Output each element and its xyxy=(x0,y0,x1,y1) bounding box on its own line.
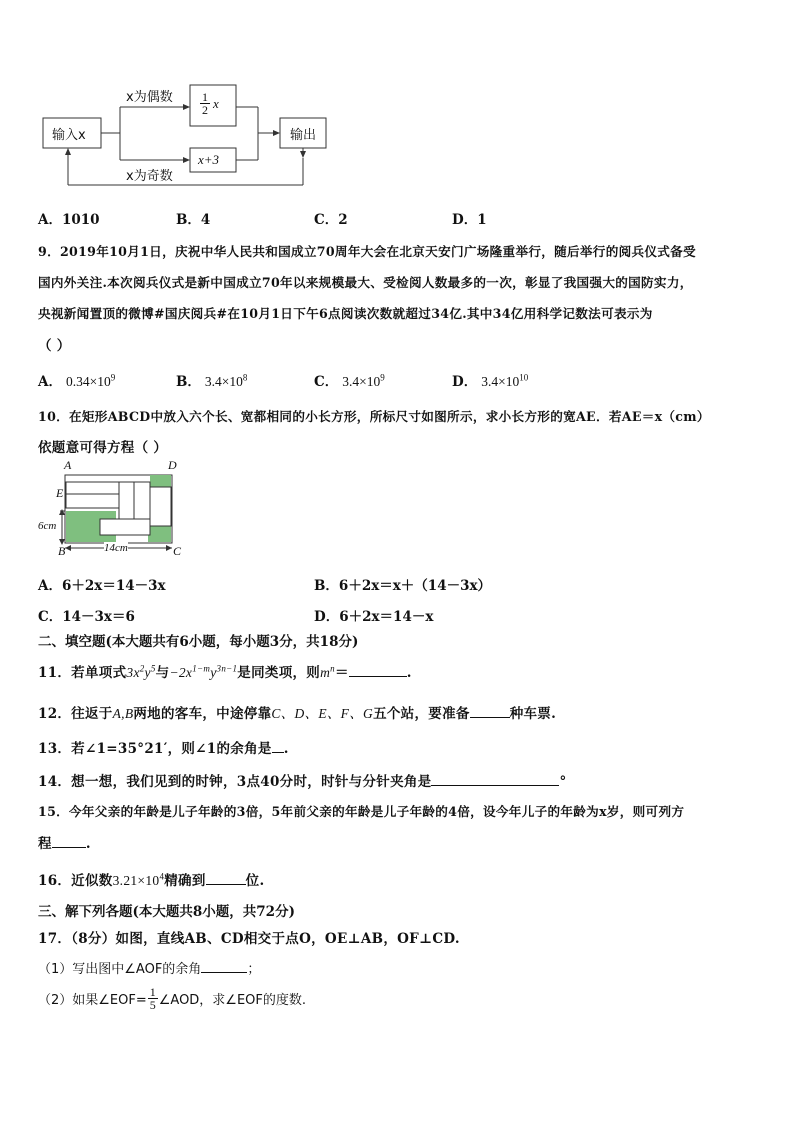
q9-option-c[interactable]: C． $3.4\times 10^9$ xyxy=(314,372,385,390)
q10-line2: 依题意可得方程（ ） xyxy=(38,440,168,456)
q15-line2: 程 . xyxy=(38,832,91,852)
section-2-heading: 二、填空题(本大题共有6小题，每小题3分，共18分) xyxy=(38,634,359,650)
q17-fraction: $\frac{1}{5}$ xyxy=(149,985,156,1012)
q10-option-b[interactable]: B．6＋2x＝x＋（14－3x） xyxy=(314,578,492,594)
flow-half-fraction xyxy=(200,91,210,116)
q9-paren: （ ） xyxy=(38,338,71,354)
flow-plus3: x+3 xyxy=(198,152,220,167)
q9-option-d[interactable]: D． $3.4\times 10^{10}$ xyxy=(452,372,529,390)
section-3-heading: 三、解下列各题(本大题共8小题，共72分) xyxy=(38,904,295,920)
q13-answer-blank[interactable] xyxy=(272,738,284,753)
question-11: 11．若单项式$3x^2y^5$与$-2x^{1-m}y^{3n-1}$是同类项，则$m^n=$ . xyxy=(38,663,412,681)
flowchart xyxy=(38,80,338,190)
q9-line3: 央视新闻置顶的微博#国庆阅兵#在10月1日下午6点阅读次数就超过34亿.其中34亿用科学记数法可表示为 xyxy=(38,306,653,321)
fig-label-c: C xyxy=(173,544,182,558)
flow-half-num: 1 xyxy=(202,90,208,104)
fig-label-height: 6cm xyxy=(38,520,57,532)
flow-half-den: 2 xyxy=(202,103,208,117)
question-12: 12．往返于A,B两地的客车，中途停靠C、D、E、F、G五个站，要准备 种车票. xyxy=(38,702,556,722)
flow-even-label: x为偶数 xyxy=(126,90,173,105)
q17-sub2: （2）如果∠EOF= $\frac{1}{5}$ ∠AOD，求∠EOF的度数. xyxy=(38,985,307,1012)
q9-line2: 国内外关注.本次阅兵仪式是新中国成立70年以来规模最大、受检阅人数最多的一次，彰显了我国强大的国防实力， xyxy=(38,275,693,290)
q15-answer-blank[interactable] xyxy=(52,833,86,848)
question-14: 14．想一想，我们见到的时钟，3点40分时，时针与分针夹角是 ° xyxy=(38,770,567,790)
flow-output-label: 输出 xyxy=(290,128,317,143)
q8-option-d[interactable]: D．1 xyxy=(452,212,487,228)
q9-option-b[interactable]: B． $3.4\times 10^8$ xyxy=(176,372,248,390)
q10-line1: 10．在矩形ABCD中放入六个长、宽都相同的小长方形，所标尺寸如图所示，求小长方形的宽AE．若AE＝x（cm） xyxy=(38,409,710,424)
q9-line1: 9．2019年10月1日，庆祝中华人民共和国成立70周年大会在北京天安门广场隆重举行，随后举行的阅兵仪式备受 xyxy=(38,244,696,259)
q17-sub1-blank[interactable] xyxy=(201,958,247,973)
q17-sub1: （1）写出图中∠AOF的余角 ； xyxy=(38,958,260,977)
q10-option-d[interactable]: D．6＋2x＝14－x xyxy=(314,609,434,625)
q14-answer-blank[interactable] xyxy=(431,771,559,786)
fig-label-d: D xyxy=(168,458,177,472)
q16-answer-blank[interactable] xyxy=(206,870,246,885)
question-16: 16．近似数$3.21\times 10^4$精确到 位. xyxy=(38,871,265,889)
q10-option-c[interactable]: C．14－3x＝6 xyxy=(38,609,135,625)
flow-half-expr xyxy=(200,91,219,116)
q9-option-a[interactable]: A． $0.34\times 10^9$ xyxy=(38,372,116,390)
q12-answer-blank[interactable] xyxy=(470,703,510,718)
q17-line1: 17．（8分）如图，直线AB、CD相交于点O，OE⊥AB，OF⊥CD. xyxy=(38,931,460,947)
q11-answer-blank[interactable] xyxy=(349,662,407,677)
flow-input-label: 输入x xyxy=(52,128,86,143)
fig-label-b: B xyxy=(58,544,66,558)
flow-odd-label: x为奇数 xyxy=(126,169,173,184)
fig-label-e: E xyxy=(56,486,64,500)
q8-option-a[interactable]: A．1010 xyxy=(38,212,100,228)
q8-option-b[interactable]: B．4 xyxy=(176,212,211,228)
flow-half-var: x xyxy=(213,95,219,111)
fig-label-width: 14cm xyxy=(104,542,128,554)
q8-option-c[interactable]: C．2 xyxy=(314,212,348,228)
q10-figure xyxy=(38,458,198,560)
q10-option-a[interactable]: A．6＋2x＝14－3x xyxy=(38,578,166,594)
question-13: 13．若∠1=35°21′，则∠1的余角是 . xyxy=(38,737,289,757)
q15-line1: 15．今年父亲的年龄是儿子年龄的3倍，5年前父亲的年龄是儿子年龄的4倍，设今年儿子的年龄为x岁，则可列方 xyxy=(38,804,685,819)
fig-label-a: A xyxy=(64,458,72,472)
